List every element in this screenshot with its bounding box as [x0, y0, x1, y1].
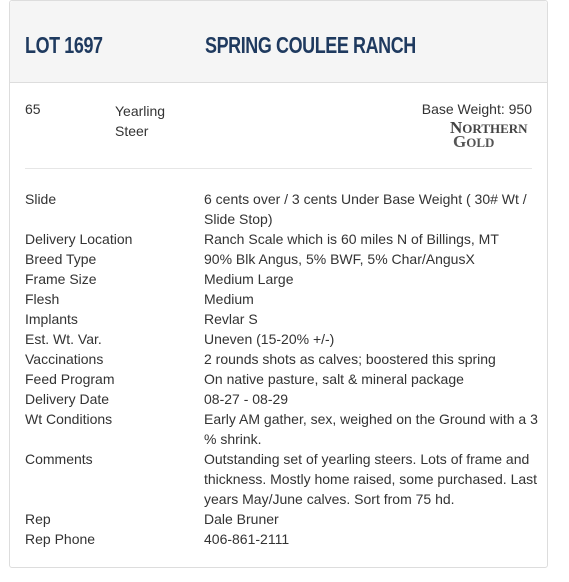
detail-row	[25, 229, 540, 249]
detail-row	[25, 349, 540, 369]
detail-label: Comments	[25, 451, 93, 467]
base-weight: Base Weight: 950	[421, 101, 532, 117]
detail-row	[25, 409, 540, 449]
svg-text:GOLD: GOLD	[453, 132, 495, 150]
lot-header	[10, 1, 547, 83]
detail-value: 08-27 - 08-29	[204, 391, 289, 407]
detail-label: Delivery Location	[25, 231, 133, 247]
detail-value: Uneven (15-20% +/-)	[204, 331, 335, 347]
detail-label: Rep	[25, 511, 51, 527]
detail-label: Wt Conditions	[25, 411, 113, 427]
detail-value: Medium	[204, 291, 254, 307]
lot-card	[9, 0, 548, 568]
detail-row	[25, 309, 540, 329]
detail-row	[25, 509, 540, 529]
detail-row	[25, 389, 540, 409]
detail-value: Dale Bruner	[204, 511, 279, 527]
detail-value: Ranch Scale which is 60 miles N of Billings, MT	[204, 231, 499, 247]
detail-value: 90% Blk Angus, 5% BWF, 5% Char/AngusX	[204, 251, 475, 267]
detail-row	[25, 449, 540, 509]
lot-summary	[25, 83, 532, 169]
cattle-type-line-2: Steer	[115, 123, 149, 139]
detail-value: 406-861-2111	[204, 531, 290, 547]
detail-row	[25, 289, 540, 309]
ranch-name: SPRING COULEE RANCH	[205, 32, 416, 58]
detail-value: Early AM gather, sex, weighed on the Ground with a 3 % shrink.	[204, 411, 538, 447]
detail-label: Feed Program	[25, 371, 115, 387]
detail-value: Revlar S	[204, 311, 258, 327]
detail-label: Rep Phone	[25, 531, 96, 547]
cattle-type	[115, 101, 165, 141]
detail-row	[25, 369, 540, 389]
detail-value: On native pasture, salt & mineral package	[204, 371, 464, 387]
head-count: 65	[25, 101, 41, 117]
detail-value: 2 rounds shots as calves; boostered this spring	[204, 351, 496, 367]
detail-row	[25, 249, 540, 269]
lot-details	[25, 189, 540, 549]
detail-label: Slide	[25, 191, 57, 207]
detail-value: Outstanding set of yearling steers. Lots of frame and thickness. Mostly home raised, some purchased. Last years May/June calves. Sort from 75 hd.	[204, 451, 538, 507]
detail-label: Delivery Date	[25, 391, 110, 407]
detail-label: Frame Size	[25, 271, 97, 287]
detail-row	[25, 329, 540, 349]
detail-label: Implants	[25, 311, 78, 327]
detail-row	[25, 189, 540, 229]
detail-value: Medium Large	[204, 271, 294, 287]
detail-label: Breed Type	[25, 251, 97, 267]
lot-number: LOT 1697	[25, 32, 103, 58]
svg-text:NORTHERN: NORTHERN	[450, 120, 528, 137]
detail-label: Est. Wt. Var.	[25, 331, 102, 347]
detail-row	[25, 529, 540, 549]
detail-row	[25, 269, 540, 289]
detail-value: 6 cents over / 3 cents Under Base Weight ( 30# Wt / Slide Stop)	[204, 191, 527, 227]
detail-label: Flesh	[25, 291, 60, 307]
cattle-type-line-1: Yearling	[115, 103, 166, 119]
northern-gold-logo	[450, 120, 532, 150]
detail-label: Vaccinations	[25, 351, 104, 367]
